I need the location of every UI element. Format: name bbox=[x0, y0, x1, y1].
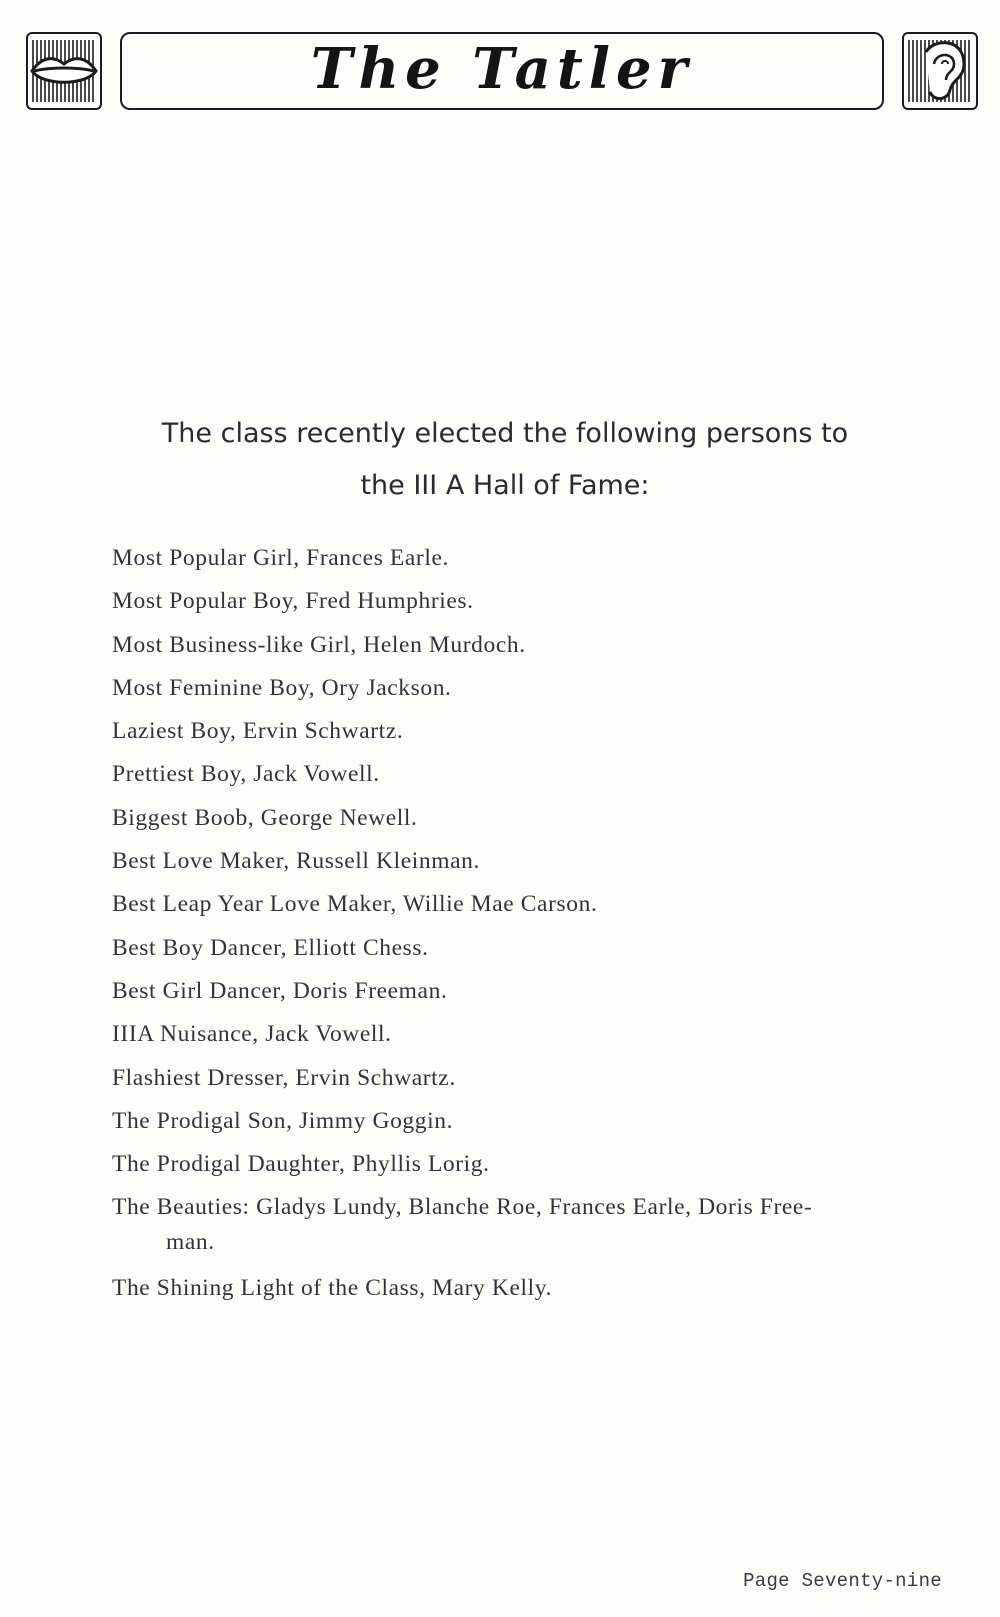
title-frame bbox=[120, 32, 884, 110]
intro-paragraph bbox=[90, 408, 920, 512]
list-item: Prettiest Boy, Jack Vowell. bbox=[112, 761, 380, 788]
list-item: Best Boy Dancer, Elliott Chess. bbox=[112, 934, 429, 961]
list-item: The Shining Light of the Class, Mary Kelly. bbox=[112, 1275, 553, 1302]
ear-icon bbox=[902, 32, 978, 110]
list-item: Flashiest Dresser, Ervin Schwartz. bbox=[112, 1064, 456, 1091]
list-item: Best Girl Dancer, Doris Freeman. bbox=[112, 977, 448, 1004]
list-item: Biggest Boob, George Newell. bbox=[112, 804, 418, 831]
list-item: Best Leap Year Love Maker, Willie Mae Carson. bbox=[112, 891, 598, 918]
list-item: Most Popular Girl, Frances Earle. bbox=[112, 545, 449, 571]
list-item: IIIA Nuisance, Jack Vowell. bbox=[112, 1021, 392, 1048]
masthead bbox=[26, 30, 978, 116]
beauties-line: The Beauties: Gladys Lundy, Blanche Roe, Frances Earle, Doris Free- bbox=[112, 1194, 813, 1221]
list-item: The Prodigal Daughter, Phyllis Lorig. bbox=[112, 1151, 490, 1178]
intro-line: The class recently elected the following persons to bbox=[161, 418, 849, 449]
list-item: Best Love Maker, Russell Kleinman. bbox=[112, 848, 480, 875]
list-item-beauties bbox=[112, 1193, 952, 1274]
masthead-title: The Tatler bbox=[310, 36, 694, 102]
hall-of-fame-list bbox=[112, 544, 952, 1318]
list-item: The Prodigal Son, Jimmy Goggin. bbox=[112, 1107, 454, 1134]
beauties-continuation: man. bbox=[166, 1229, 215, 1256]
list-item: Most Business-like Girl, Helen Murdoch. bbox=[112, 631, 526, 658]
intro-line: the III A Hall of Fame: bbox=[360, 470, 650, 501]
list-item: Laziest Boy, Ervin Schwartz. bbox=[112, 718, 404, 745]
list-item: Most Feminine Boy, Ory Jackson. bbox=[112, 674, 452, 701]
list-item: Most Popular Boy, Fred Humphries. bbox=[112, 588, 474, 615]
page-number: Page Seventy-nine bbox=[743, 1570, 942, 1592]
lips-icon bbox=[26, 32, 102, 110]
